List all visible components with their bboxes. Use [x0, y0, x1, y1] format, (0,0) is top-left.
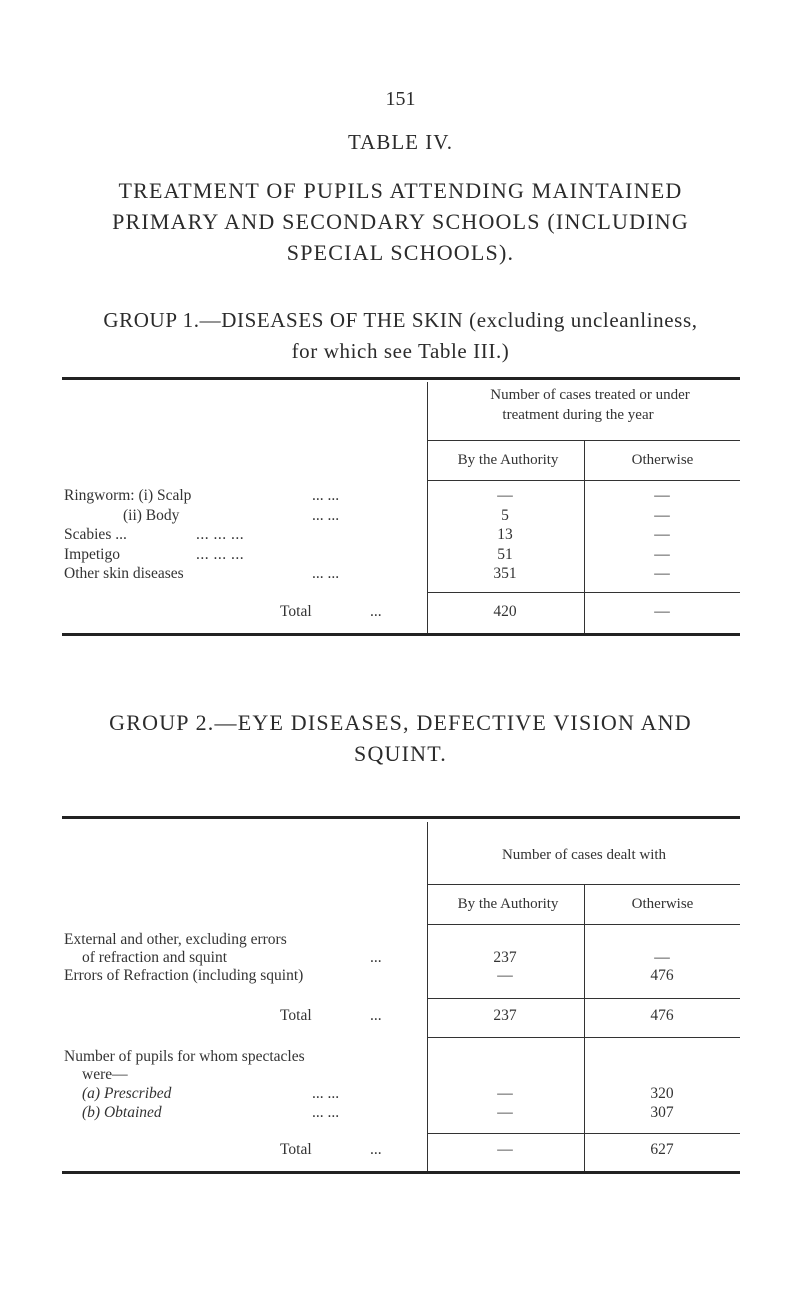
total-leader: ...	[370, 603, 382, 620]
total-label: Total	[280, 603, 312, 620]
row-label-line1: External and other, excluding errors	[64, 931, 287, 948]
row-label: Errors of Refraction (including squint)	[64, 967, 304, 984]
row-leader: ... ...	[312, 507, 340, 524]
row-authority: 13	[497, 526, 513, 543]
row-label: Ringworm: (i) Scalp	[64, 487, 192, 504]
row-authority: —	[497, 967, 513, 984]
group2-heading-line1: GROUP 2.—EYE DISEASES, DEFECTIVE VISION AND	[109, 710, 692, 735]
row-otherwise: —	[654, 487, 670, 504]
row-otherwise: 307	[650, 1104, 674, 1121]
row-label: (b) Obtained	[82, 1104, 162, 1121]
row-leader: ...	[370, 949, 382, 966]
main-heading-line1: TREATMENT OF PUPILS ATTENDING MAINTAINED	[118, 178, 683, 203]
total-label: Total	[280, 1141, 312, 1158]
row-authority: 237	[493, 949, 517, 966]
row-otherwise: 320	[650, 1085, 674, 1102]
row-label: Impetigo	[64, 546, 120, 563]
total-otherwise: —	[654, 603, 670, 620]
row-label-line2: of refraction and squint	[82, 949, 228, 966]
row-leader: ... ...	[312, 487, 340, 504]
row-otherwise: —	[654, 526, 670, 543]
total-leader: ...	[370, 1141, 382, 1158]
page-number: 151	[385, 88, 416, 110]
spectacles-label-line2: were—	[82, 1066, 128, 1083]
group2-total1-rule-bottom	[428, 1037, 740, 1038]
group1-col-divider-mid	[584, 441, 585, 635]
group2-top-rule	[62, 816, 740, 819]
group1-col-authority: By the Authority	[457, 452, 559, 468]
row-otherwise: —	[654, 949, 670, 966]
total-leader: ...	[370, 1007, 382, 1024]
group2-total1-rule-top	[428, 998, 740, 999]
row-authority: 351	[493, 565, 517, 582]
row-leader: ... ...	[312, 565, 340, 582]
total-otherwise: 476	[650, 1007, 674, 1024]
group2-col-otherwise: Otherwise	[631, 896, 694, 912]
group1-bottom-rule	[62, 633, 740, 636]
row-otherwise: 476	[650, 967, 674, 984]
row-otherwise: —	[654, 565, 670, 582]
row-leader: ... ... ...	[196, 526, 245, 543]
group2-total2-rule	[428, 1133, 740, 1134]
row-authority: —	[497, 1085, 513, 1102]
table-title: TABLE IV.	[348, 130, 453, 154]
main-heading-line2: PRIMARY AND SECONDARY SCHOOLS (INCLUDING	[112, 209, 689, 234]
row-label: (ii) Body	[123, 507, 180, 524]
group2-bottom-rule	[62, 1171, 740, 1174]
spectacles-label-line1: Number of pupils for whom spectacles	[64, 1048, 305, 1065]
total-authority: 237	[493, 1007, 517, 1024]
group2-col-divider-left	[427, 822, 428, 1171]
group1-col-header-line1: Number of cases treated or under	[490, 387, 690, 403]
row-authority: —	[497, 487, 513, 504]
group1-col-otherwise: Otherwise	[631, 452, 694, 468]
row-leader: ... ...	[312, 1085, 340, 1102]
row-authority: 51	[497, 546, 513, 563]
row-label: Scabies ...	[64, 526, 127, 543]
group2-col-authority: By the Authority	[457, 896, 559, 912]
total-otherwise: 627	[650, 1141, 674, 1158]
group1-top-rule	[62, 377, 740, 380]
row-label: (a) Prescribed	[82, 1085, 172, 1102]
group2-col-divider-mid	[584, 885, 585, 1171]
total-authority: 420	[493, 603, 517, 620]
row-otherwise: —	[654, 507, 670, 524]
row-authority: 5	[501, 507, 509, 524]
total-authority: —	[497, 1141, 513, 1158]
group2-heading-line2: SQUINT.	[354, 741, 447, 766]
row-otherwise: —	[654, 546, 670, 563]
group2-col-header: Number of cases dealt with	[501, 847, 667, 863]
group1-col-divider-left	[427, 382, 428, 635]
group1-heading-line1: GROUP 1.—DISEASES OF THE SKIN (excluding uncleanliness,	[103, 308, 698, 332]
group1-heading-line2: for which see Table III.)	[291, 339, 510, 363]
group1-col-header-line2: treatment during the year	[502, 407, 654, 423]
row-leader: ... ...	[312, 1104, 340, 1121]
total-label: Total	[280, 1007, 312, 1024]
group1-total-rule	[428, 592, 740, 593]
row-label: Other skin diseases	[64, 565, 184, 582]
row-leader: ... ... ...	[196, 546, 245, 563]
row-authority: —	[497, 1104, 513, 1121]
main-heading-line3: SPECIAL SCHOOLS).	[286, 240, 515, 265]
